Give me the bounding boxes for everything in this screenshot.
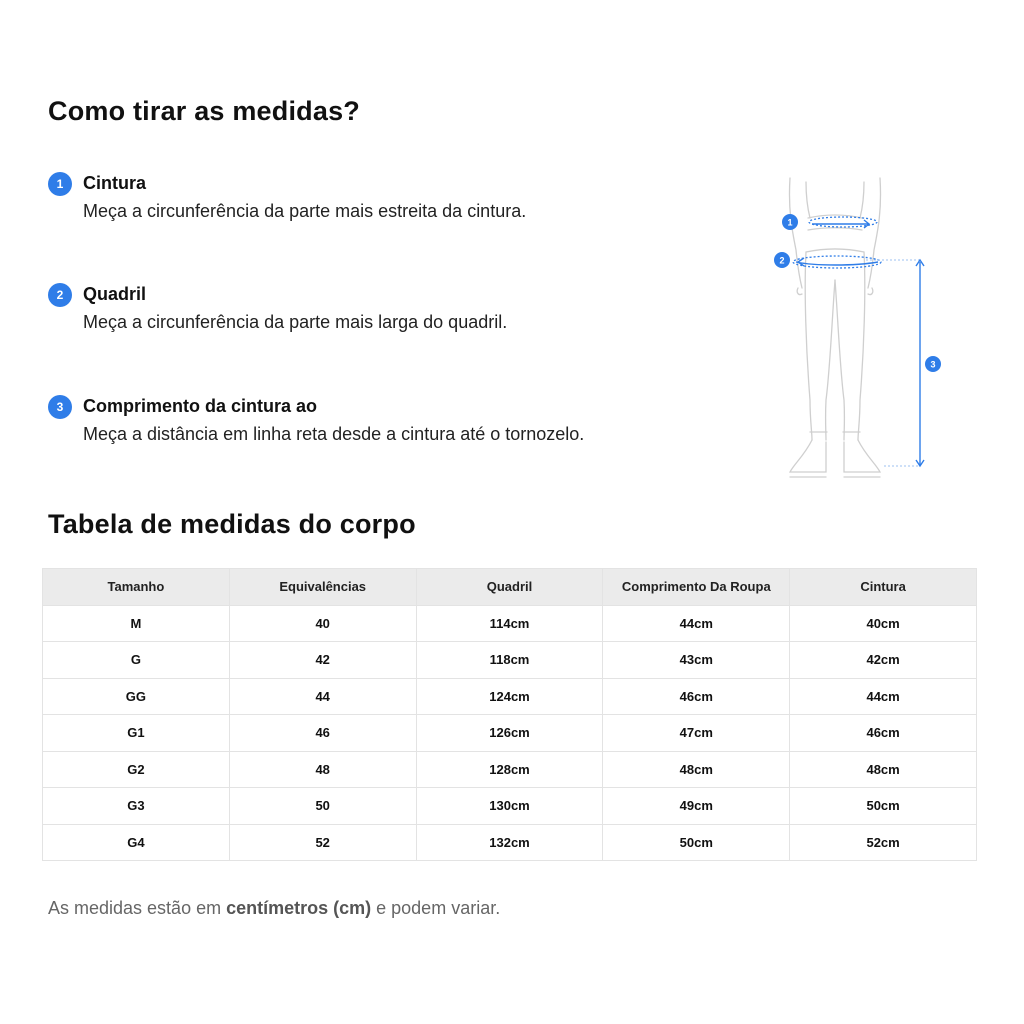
cell-size: GG [43, 678, 230, 715]
marker-1-label: 1 [787, 217, 793, 228]
header-size: Tamanho [43, 569, 230, 606]
footnote-unit: centímetros (cm) [226, 898, 372, 918]
step-description: Meça a circunferência da parte mais larga do quadril. [83, 312, 508, 332]
step-title: Comprimento da cintura ao [83, 396, 318, 416]
footnote-prefix: As medidas estão em [48, 898, 227, 918]
cell-waist: 46cm [790, 715, 977, 752]
cell-length: 49cm [603, 788, 790, 825]
step-description: Meça a distância em linha reta desde a cintura até o tornozelo. [83, 424, 585, 444]
step-number-badge: 1 [48, 172, 72, 196]
cell-waist: 48cm [790, 751, 977, 788]
cell-equivalence: 48 [229, 751, 416, 788]
cell-length: 50cm [603, 824, 790, 861]
header-hip: Quadril [416, 569, 603, 606]
cell-hip: 124cm [416, 678, 603, 715]
size-table [42, 568, 977, 861]
cell-waist: 52cm [790, 824, 977, 861]
step-title: Cintura [83, 173, 146, 193]
table-header-row [43, 569, 977, 606]
cell-size: G [43, 642, 230, 679]
cell-hip: 118cm [416, 642, 603, 679]
cell-equivalence: 42 [229, 642, 416, 679]
table-row [43, 642, 977, 679]
cell-equivalence: 46 [229, 715, 416, 752]
pants-measurement-illustration [770, 170, 960, 490]
cell-size: G4 [43, 824, 230, 861]
table-row [43, 788, 977, 825]
cell-hip: 126cm [416, 715, 603, 752]
cell-equivalence: 44 [229, 678, 416, 715]
table-row [43, 678, 977, 715]
cell-size: M [43, 605, 230, 642]
table-row [43, 824, 977, 861]
cell-waist: 44cm [790, 678, 977, 715]
cell-length: 43cm [603, 642, 790, 679]
page-title: Como tirar as medidas? [48, 96, 360, 126]
cell-size: G3 [43, 788, 230, 825]
header-waist: Cintura [790, 569, 977, 606]
cell-size: G2 [43, 751, 230, 788]
step-number-badge: 2 [48, 283, 72, 307]
header-equivalence: Equivalências [229, 569, 416, 606]
cell-length: 46cm [603, 678, 790, 715]
table-row [43, 751, 977, 788]
table-row [43, 605, 977, 642]
size-table-title: Tabela de medidas do corpo [48, 509, 416, 539]
cell-length: 44cm [603, 605, 790, 642]
step-title: Quadril [83, 284, 147, 304]
step-description: Meça a circunferência da parte mais estreita da cintura. [83, 201, 527, 221]
cell-waist: 50cm [790, 788, 977, 825]
cell-hip: 130cm [416, 788, 603, 825]
cell-waist: 42cm [790, 642, 977, 679]
cell-equivalence: 40 [229, 605, 416, 642]
table-row [43, 715, 977, 752]
cell-hip: 114cm [416, 605, 603, 642]
cell-length: 48cm [603, 751, 790, 788]
cell-size: G1 [43, 715, 230, 752]
cell-waist: 40cm [790, 605, 977, 642]
footnote [48, 898, 500, 919]
footnote-suffix: e podem variar. [371, 898, 501, 918]
marker-3-label: 3 [930, 359, 936, 370]
marker-2-label: 2 [779, 255, 785, 266]
cell-length: 47cm [603, 715, 790, 752]
header-length: Comprimento Da Roupa [603, 569, 790, 606]
cell-equivalence: 52 [229, 824, 416, 861]
cell-equivalence: 50 [229, 788, 416, 825]
cell-hip: 128cm [416, 751, 603, 788]
step-number-badge: 3 [48, 395, 72, 419]
cell-hip: 132cm [416, 824, 603, 861]
